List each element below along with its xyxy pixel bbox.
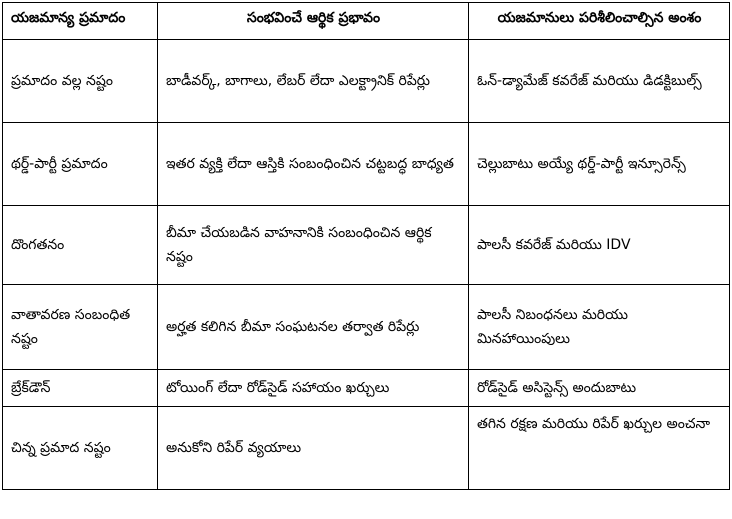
consideration-cell: పాలసీ నిబంధనలు మరియు మినహాయింపులు xyxy=(469,285,730,370)
risk-cell: ప్రమాదం వల్ల నష్టం xyxy=(3,40,158,123)
impact-cell: బీమా చేయబడిన వాహనానికి సంబంధించిన ఆర్థిక నష్టం xyxy=(158,206,469,285)
risk-cell: బ్రేక్‌డౌన్ xyxy=(3,370,158,407)
impact-cell: టోయింగ్ లేదా రోడ్‌సైడ్ సహాయం ఖర్చులు xyxy=(158,370,469,407)
consideration-cell: రోడ్‌సైడ్ అసిస్టెన్స్ అందుబాటు xyxy=(469,370,730,407)
impact-cell: ఇతర వ్యక్తి లేదా ఆస్తికి సంబంధించిన చట్టబద్ధ బాధ్యత xyxy=(158,123,469,206)
table-header-row xyxy=(3,3,730,40)
risk-cell: చిన్న ప్రమాద నష్టం xyxy=(3,407,158,490)
consideration-cell: చెల్లుబాటు అయ్యే థర్డ్-పార్టీ ఇన్సూరెన్స్ xyxy=(469,123,730,206)
impact-cell: అర్హత కలిగిన బీమా సంఘటనల తర్వాత రిపేర్లు xyxy=(158,285,469,370)
header-risk: యజమాన్య ప్రమాదం xyxy=(3,3,158,40)
table-row xyxy=(3,123,730,206)
consideration-cell: తగిన రక్షణ మరియు రిపేర్ ఖర్చుల అంచనా xyxy=(469,407,730,490)
impact-cell: అనుకోని రిపేర్ వ్యయాలు xyxy=(158,407,469,490)
risk-cell: వాతావరణ సంబంధిత నష్టం xyxy=(3,285,158,370)
consideration-cell: పాలసీ కవరేజ్ మరియు IDV xyxy=(469,206,730,285)
header-owner-consideration: యజమానులు పరిశీలించాల్సిన అంశం xyxy=(469,3,730,40)
risk-cell: దొంగతనం xyxy=(3,206,158,285)
risk-cell: థర్డ్-పార్టీ ప్రమాదం xyxy=(3,123,158,206)
table-row xyxy=(3,40,730,123)
table-row xyxy=(3,407,730,490)
consideration-cell: ఓన్-డ్యామేజ్ కవరేజ్ మరియు డిడక్టిబుల్స్ xyxy=(469,40,730,123)
table-row xyxy=(3,370,730,407)
header-financial-impact: సంభవించే ఆర్థిక ప్రభావం xyxy=(158,3,469,40)
ownership-risk-table xyxy=(2,2,730,490)
table-row xyxy=(3,206,730,285)
table-row xyxy=(3,285,730,370)
impact-cell: బాడీవర్క్, బాగాలు, లేబర్ లేదా ఎలక్ట్రానిక్ రిపేర్లు xyxy=(158,40,469,123)
